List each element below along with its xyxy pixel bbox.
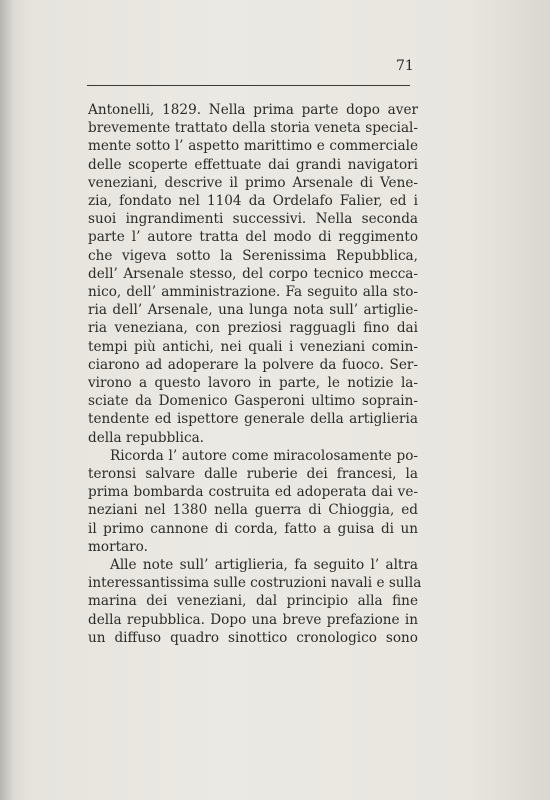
text-line: teronsi salvare dalle ruberie dei francesi, la <box>88 466 418 483</box>
text-line: Ricorda l’ autore come miracolosamente po- <box>110 447 418 464</box>
text-line: marina dei veneziani, dal principio alla fine <box>88 593 418 610</box>
text-line: suoi ingrandimenti successivi. Nella seconda <box>88 211 418 228</box>
text-line: della repubblica. <box>88 429 205 446</box>
text-line: virono a questo lavoro in parte, le notizie la- <box>88 375 418 392</box>
text-line: zia, fondato nel 1104 da Ordelafo Falier, ed i <box>88 193 418 210</box>
text-line: nico, dell’ amministrazione. Fa seguito alla sto- <box>88 284 418 301</box>
text-line: interessantissima sulle costruzioni navali e sulla <box>88 575 422 592</box>
text-line: prima bombarda costruita ed adoperata dai ve- <box>88 484 418 501</box>
body-text <box>88 101 422 647</box>
text-line: Antonelli, 1829. Nella prima parte dopo aver <box>88 102 418 118</box>
text-line: parte l’ autore tratta del modo di reggimento <box>88 229 418 246</box>
text-line: che vigeva sotto la Serenissima Repubblica, <box>88 247 418 264</box>
page-gutter-shadow <box>0 0 14 800</box>
text-line: neziani nel 1380 nella guerra di Chioggia, ed <box>88 502 418 519</box>
text-line: brevemente trattato della storia veneta special- <box>88 120 418 137</box>
text-line: mente sotto l’ aspetto marittimo e commerciale <box>88 138 418 155</box>
text-line: tempi più antichi, nei quali i veneziani comin- <box>88 338 418 355</box>
text-line: ria dell’ Arsenale, una lunga nota sull’ artiglie- <box>88 302 418 319</box>
text-line: ria veneziana, con preziosi ragguagli fino dai <box>88 320 418 337</box>
page-number: 71 <box>396 58 414 74</box>
text-line: Alle note sull’ artiglieria, fa seguito l’ altra <box>110 557 418 574</box>
text-line: un diffuso quadro sinottico cronologico sono <box>88 629 418 646</box>
text-line: il primo cannone di corda, fatto a guisa di un <box>88 520 418 537</box>
header-rule <box>87 85 410 86</box>
text-line: mortaro. <box>88 538 148 555</box>
text-line: delle scoperte effettuate dai grandi navigatori <box>88 156 418 173</box>
text-line: dell’ Arsenale stesso, del corpo tecnico mecca- <box>88 265 418 282</box>
text-line: ciarono ad adoperare la polvere da fuoco. Ser- <box>88 356 418 373</box>
text-line: tendente ed ispettore generale della artiglieria <box>88 411 418 428</box>
text-line: veneziani, descrive il primo Arsenale di Vene- <box>88 174 418 191</box>
text-line: sciate da Domenico Gasperoni ultimo soprain- <box>88 393 418 410</box>
text-line: della repubblica. Dopo una breve prefazione in <box>88 611 418 628</box>
